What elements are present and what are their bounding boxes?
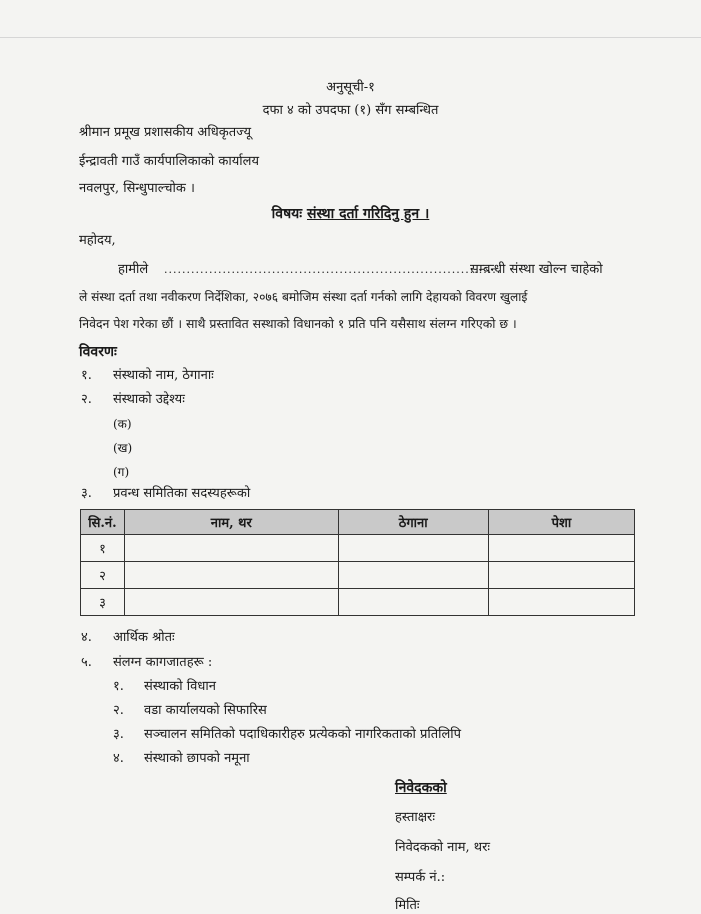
subject-line bbox=[0, 206, 701, 222]
objective-ga: (ग) bbox=[113, 465, 130, 479]
salutation: महोदय, bbox=[79, 233, 116, 248]
item-4-text: आर्थिक श्रोतः bbox=[113, 630, 175, 645]
row-serial: ३ bbox=[81, 589, 125, 616]
members-table-header-row bbox=[81, 510, 635, 535]
body-line-1-end: सम्बन्धी संस्था खोल्न चाहेको bbox=[470, 262, 603, 277]
applicant-name-label: निवेदकको नाम, थरः bbox=[395, 840, 491, 855]
details-heading: विवरणः bbox=[79, 344, 117, 360]
applicant-signature-label: हस्ताक्षरः bbox=[395, 810, 436, 825]
row-serial: २ bbox=[81, 562, 125, 589]
applicant-contact-label: सम्पर्क नं.: bbox=[395, 870, 446, 885]
row-address-cell bbox=[338, 562, 488, 589]
row-name-cell bbox=[124, 589, 338, 616]
objective-ka: (क) bbox=[113, 417, 132, 431]
attachment-4-text: संस्थाको छापको नमूना bbox=[144, 751, 250, 766]
schedule-title: अनुसूची-१ bbox=[326, 80, 375, 95]
header-name: नाम, थर bbox=[124, 510, 338, 535]
attachment-3-text: सञ्चालन समितिको पदाधिकारीहरु प्रत्येकको नागरिकताको प्रतिलिपि bbox=[144, 727, 462, 742]
table-row bbox=[81, 535, 635, 562]
item-5-number: ५. bbox=[81, 655, 92, 670]
item-1-text: संस्थाको नाम, ठेगानाः bbox=[113, 368, 214, 383]
objective-kha: (ख) bbox=[113, 441, 133, 455]
table-row bbox=[81, 589, 635, 616]
row-serial: १ bbox=[81, 535, 125, 562]
header-occupation: पेशा bbox=[488, 510, 634, 535]
members-table bbox=[80, 509, 635, 616]
header-address: ठेगाना bbox=[338, 510, 488, 535]
clause-reference: दफा ४ को उपदफा (१) सँग सम्बन्धित bbox=[262, 103, 439, 118]
row-name-cell bbox=[124, 562, 338, 589]
row-occupation-cell bbox=[488, 562, 634, 589]
item-4-number: ४. bbox=[81, 630, 92, 645]
attachment-2-text: वडा कार्यालयको सिफारिस bbox=[144, 703, 267, 718]
applicant-date-label: मितिः bbox=[395, 898, 420, 913]
attachment-4-number: ४. bbox=[113, 751, 124, 766]
row-occupation-cell bbox=[488, 589, 634, 616]
body-line-3: निवेदन पेश गरेका छौं । साथै प्रस्तावित सस्थाको विधानको १ प्रति पनि यसैसाथ संलग्न गरिएको छ । bbox=[79, 316, 517, 331]
row-address-cell bbox=[338, 535, 488, 562]
table-row bbox=[81, 562, 635, 589]
subject-label: विषयः bbox=[271, 206, 303, 222]
row-name-cell bbox=[124, 535, 338, 562]
item-1-number: १. bbox=[81, 368, 92, 383]
addressee-line-1: श्रीमान प्रमूख प्रशासकीय अधिकृतज्यू bbox=[79, 125, 252, 140]
item-3-number: ३. bbox=[81, 486, 92, 501]
item-3-text: प्रवन्ध समितिका सदस्यहरूको bbox=[113, 486, 251, 501]
item-5-text: संलग्न कागजातहरू : bbox=[113, 655, 213, 670]
attachment-1-number: १. bbox=[113, 679, 124, 694]
attachment-2-number: २. bbox=[113, 703, 124, 718]
body-line-1-start: हामीले bbox=[118, 262, 149, 277]
subject-text: संस्था दर्ता गरिदिनु हुन । bbox=[307, 206, 430, 222]
item-2-text: संस्थाको उद्देश्यः bbox=[113, 392, 185, 407]
header-serial: सि.नं. bbox=[81, 510, 125, 535]
addressee-line-2: ईन्द्रावती गाउँ कार्यपालिकाको कार्यालय bbox=[79, 154, 260, 169]
row-occupation-cell bbox=[488, 535, 634, 562]
addressee-line-3: नवलपुर, सिन्धुपाल्चोक । bbox=[79, 181, 195, 196]
page-edge-line bbox=[0, 37, 701, 38]
body-line-1-blank: ........................................................................... bbox=[164, 263, 502, 276]
attachment-1-text: संस्थाको विधान bbox=[144, 679, 216, 694]
applicant-heading: निवेदकको bbox=[395, 780, 447, 796]
body-line-2: ले संस्था दर्ता तथा नवीकरण निर्देशिका, २०७६ बमोजिम संस्था दर्ता गर्नको लागि देहायको विवरण खुलाई bbox=[79, 290, 528, 304]
item-2-number: २. bbox=[81, 392, 92, 407]
row-address-cell bbox=[338, 589, 488, 616]
attachment-3-number: ३. bbox=[113, 727, 124, 742]
